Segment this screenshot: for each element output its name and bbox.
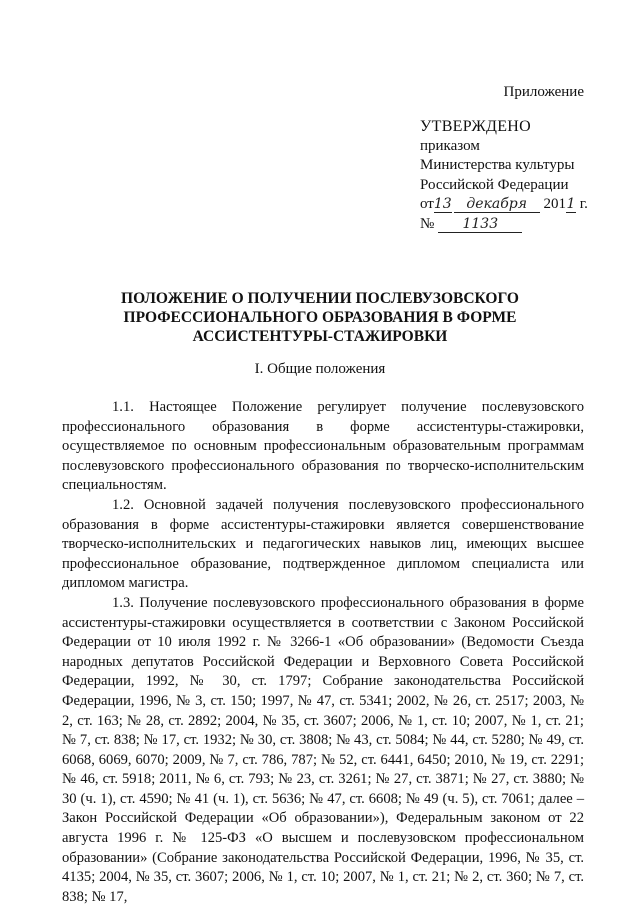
year-unit: г. (579, 196, 588, 212)
date-prefix: от (420, 196, 434, 212)
paragraph-1-3: 1.3. Получение послевузовского профессионального образования в форме ассистентуры-стажировки осуществляется в соответствии с Законом Российской Федерации от 10 июля 1992 г. № 3266-1 «Об образовании» (Ведомости Съезда народных депутатов Российской Федерации и Верховного Совета Российской Федерации, 1992, № 30, ст. 1797; Собрание законодательства Российской Федерации, 1996, № 3, ст. 150; 1997, № 47, ст. 5341; 2002, № 26, ст. 2517; 2003, № 2, ст. 163; № 28, ст. 2892; 2004, № 35, ст. 3607; 2006, № 1, ст. 10; 2007, № 1, ст. 21; № 7, ст. 838; № 17, ст. 1932; № 30, ст. 3808; № 43, ст. 5084; № 44, ст. 5280; № 49, ст. 6068, 6069, 6070; 2009, № 7, ст. 786, 787; № 52, ст. 6441, 6450; 2010, № 19, ст. 2291; № 46, ст. 5918; 2011, № 6, ст. 793; № 23, ст. 3261; № 27, ст. 3871; № 27, ст. 3880; № 30 (ч. 1), ст. 4590; № 41 (ч. 1), ст. 5636; № 47, ст. 6608; № 49 (ч. 5), ст. 7061; далее – Закон Российской Федерации «Об образовании»), Федеральным законом от 22 августа 1996 г. № 125-ФЗ «О высшем и послевузовском профессиональном образовании» (Собрание законодательства Российской Федерации, 1996, № 35, ст. 4135; 2004, № 35, ст. 3607; 2006, № 1, ст. 10; 2007, № 1, ст. 21; № 2, ст. 360; № 7, ст. 838; № 17, (62, 594, 584, 905)
document-body (62, 398, 584, 907)
year-prefix: 201 (543, 196, 566, 212)
year-suffix-handwritten: 1 (566, 196, 576, 212)
paragraph-1-2: 1.2. Основной задачей получения послевузовского профессионального образования в форме ассистентуры-стажировки является совершенствование творческо-исполнительских и педагогических навыков лиц, имеющих высшее профессиональное образование, подтвержденное дипломом специалиста или дипломом магистра. (62, 496, 584, 592)
section-heading: I. Общие положения (254, 361, 386, 377)
approval-date-line (420, 195, 588, 215)
document-title: ПОЛОЖЕНИЕ О ПОЛУЧЕНИИ ПОСЛЕВУЗОВСКОГО ПРОФЕССИОНАЛЬНОГО ОБРАЗОВАНИЯ В ФОРМЕ АССИСТЕНТУРЫ-СТАЖИРОВКИ (121, 290, 519, 345)
approval-line-ministry: Министерства культуры (420, 157, 575, 173)
number-handwritten: 1133 (438, 217, 522, 233)
approval-block (420, 117, 588, 234)
approval-number-line (420, 215, 588, 235)
approval-line-order: приказом (420, 137, 480, 154)
date-month-handwritten: декабря (454, 197, 540, 213)
approved-heading: УТВЕРЖДЕНО (420, 118, 532, 135)
date-day-handwritten: 13 (433, 196, 452, 212)
appendix-label: Приложение (503, 84, 584, 100)
paragraph-1-1: 1.1. Настоящее Положение регулирует получение послевузовского профессионального образования в форме ассистентуры-стажировки, осуществляемое по основным профессиональным образовательным программам послевузовского профессионального образования по творческо-исполнительским специальностям. (62, 399, 584, 494)
number-label: № (420, 215, 435, 232)
approval-line-country: Российской Федерации (420, 176, 569, 193)
